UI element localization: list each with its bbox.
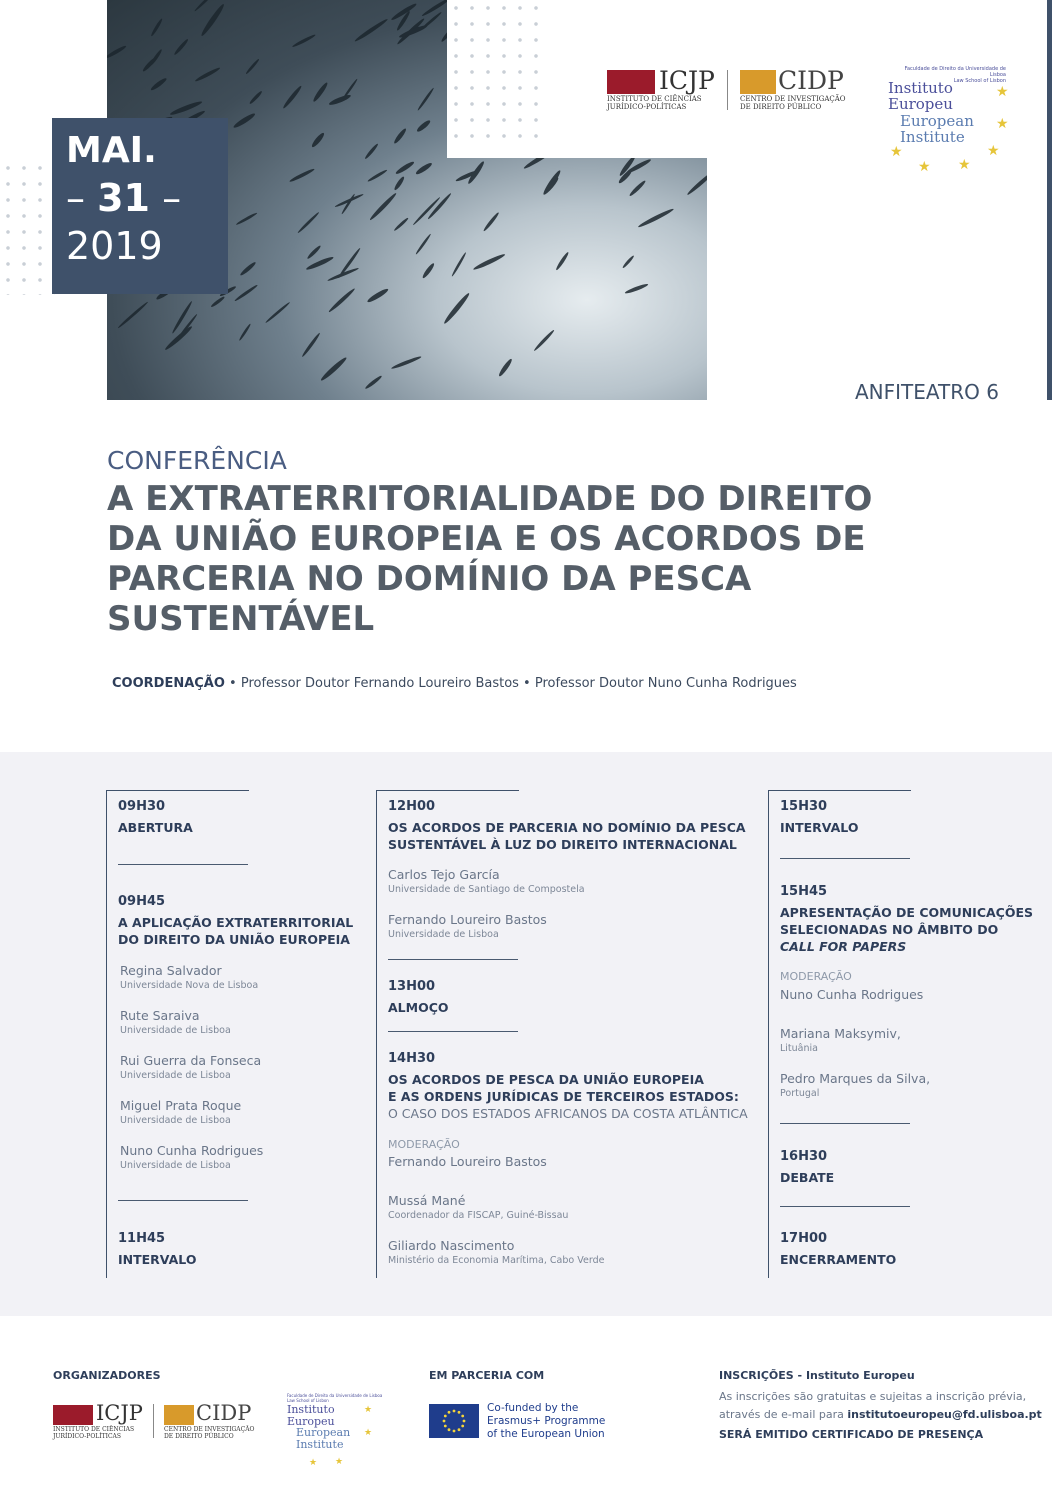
eu-flag-icon <box>429 1404 479 1438</box>
certificate-note: SERÁ EMITIDO CERTIFICADO DE PRESENÇA <box>719 1428 984 1441</box>
fish-shape <box>297 211 320 234</box>
fish-shape <box>150 77 168 92</box>
registration-label: INSCRIÇÕES <box>719 1369 794 1382</box>
session-time: 09H45 <box>118 894 166 909</box>
divider <box>780 1206 910 1207</box>
registration-email-prefix: através de e-mail para <box>719 1408 848 1421</box>
fish-shape <box>354 18 389 43</box>
divider <box>388 959 518 960</box>
fish-shape <box>238 323 251 341</box>
session-title: INTERVALO <box>780 820 859 835</box>
fish-shape <box>624 283 649 295</box>
fish-shape <box>319 356 348 382</box>
fish-shape <box>637 207 674 229</box>
speaker-name: Mariana Maksymiv, <box>780 1026 901 1041</box>
ie-name-pt <box>287 1404 335 1427</box>
speaker-name: Mussá Mané <box>388 1193 466 1208</box>
erasmus-line1: Co-funded by the <box>487 1402 579 1414</box>
fish-shape <box>306 245 321 260</box>
fish-shape <box>415 161 433 176</box>
fish-shape <box>210 295 225 308</box>
registration-heading <box>719 1369 915 1382</box>
speaker-affiliation: Universidade de Lisboa <box>120 1070 231 1081</box>
fish-shape <box>194 0 218 12</box>
ie-name-en <box>900 114 974 146</box>
ie-name3: European <box>296 1426 351 1439</box>
speaker-name: Carlos Tejo García <box>388 867 500 882</box>
fish-shape <box>472 252 506 271</box>
speaker-affiliation: Universidade de Lisboa <box>120 1160 231 1171</box>
eu-star <box>448 1428 451 1431</box>
session-title-line: OS ACORDOS DE PARCERIA NO DOMÍNIO DA PESCA <box>388 820 746 835</box>
eu-stars-ring <box>429 1404 479 1438</box>
fish-shape <box>542 176 560 196</box>
ie-name1: Instituto <box>888 79 953 97</box>
session-title-line: E AS ORDENS JURÍDICAS DE TERCEIROS ESTADOS: <box>388 1089 739 1104</box>
ie-top2: Law School of Lisbon <box>287 1398 329 1403</box>
star-icon: ★ <box>890 144 903 160</box>
speaker-affiliation: Universidade de Lisboa <box>388 929 499 940</box>
session-time: 14H30 <box>388 1051 436 1066</box>
cidp-acronym: CIDP <box>196 1401 252 1425</box>
column-top-rule <box>769 790 911 791</box>
fish-shape <box>245 58 260 75</box>
fish-shape <box>391 355 422 370</box>
fish-shape <box>393 127 408 144</box>
footer-cidp-logo <box>164 1403 251 1425</box>
fish-shape <box>328 93 352 106</box>
fish-shape <box>200 3 226 38</box>
footer-cidp-fullname <box>164 1426 254 1440</box>
star-icon: ★ <box>987 143 1000 159</box>
ie-name4: Institute <box>296 1437 344 1451</box>
eu-star <box>461 1415 464 1418</box>
eu-star <box>463 1420 466 1423</box>
fish-shape <box>265 301 291 323</box>
erasmus-line3: of the European Union <box>487 1428 605 1440</box>
ie-name2: Europeu <box>888 94 953 113</box>
session-title: ENCERRAMENTO <box>780 1252 897 1267</box>
speaker-affiliation: Portugal <box>780 1088 820 1099</box>
registration-info: As inscrições são gratuitas e sujeitas a inscrição prévia, <box>719 1390 1027 1403</box>
session-title: DEBATE <box>780 1170 835 1185</box>
star-icon: ★ <box>996 84 1009 100</box>
eu-star <box>448 1411 451 1414</box>
icjp-logo <box>607 68 715 94</box>
divider <box>118 864 248 865</box>
ie-top1: Faculdade de Direito da Universidade de Lisboa <box>287 1393 383 1398</box>
eu-star <box>453 1410 456 1413</box>
fish-shape <box>369 192 398 222</box>
star-icon: ★ <box>364 1428 373 1438</box>
footer-icjp-fullname <box>53 1426 134 1440</box>
program-band <box>0 752 1052 1316</box>
eu-star <box>461 1425 464 1428</box>
fish-shape <box>482 211 500 232</box>
fish-shape <box>416 119 432 133</box>
divider <box>780 858 910 859</box>
fish-shape <box>398 24 428 40</box>
venue-label: ANFITEATRO 6 <box>855 380 999 404</box>
fish-shape <box>417 87 435 111</box>
fish-shape <box>232 112 256 130</box>
session-title <box>780 904 1033 955</box>
ie-name3: European <box>900 112 974 130</box>
cidp-fullname <box>740 95 846 111</box>
program-column-1 <box>106 790 367 1278</box>
fish-shape <box>282 85 303 110</box>
title-line: PARCERIA NO DOMÍNIO DA PESCA <box>107 559 752 599</box>
star-icon: ★ <box>364 1405 373 1415</box>
ie-name1: Instituto <box>287 1403 335 1416</box>
moderator-name: Fernando Loureiro Bastos <box>388 1154 547 1169</box>
session-title-line: CALL FOR PAPERS <box>780 939 907 954</box>
cidp-line2: DE DIREITO PÚBLICO <box>164 1433 234 1440</box>
fish-shape <box>628 179 646 197</box>
star-icon: ★ <box>335 1457 344 1467</box>
fish-shape <box>239 261 257 277</box>
icjp-line2: JURÍDICO-POLÍTICAS <box>53 1433 122 1440</box>
speaker-affiliation: Universidade de Lisboa <box>120 1025 231 1036</box>
logo-separator <box>153 1404 154 1438</box>
ie-faculty-text <box>287 1393 382 1403</box>
date-day: – 31 – <box>66 176 182 220</box>
icjp-fullname <box>607 95 702 111</box>
fish-shape <box>364 375 382 391</box>
speaker-name: Rute Saraiva <box>120 1008 200 1023</box>
icjp-line1: INSTITUTO DE CIÊNCIAS <box>53 1426 135 1433</box>
icjp-red-block <box>607 70 655 94</box>
conference-label: CONFERÊNCIA <box>107 446 287 475</box>
star-icon: ★ <box>309 1458 318 1468</box>
session-time: 16H30 <box>780 1149 828 1164</box>
speaker-affiliation: Universidade de Santiago de Compostela <box>388 884 585 895</box>
dot-pattern-left <box>0 160 55 295</box>
registration-org: - Instituto Europeu <box>793 1369 915 1382</box>
session-title: ALMOÇO <box>388 1000 449 1015</box>
fish-shape <box>249 90 263 105</box>
session-time: 11H45 <box>118 1231 166 1246</box>
fish-shape <box>289 167 315 183</box>
fish-shape <box>622 255 635 269</box>
cidp-line1: CENTRO DE INVESTIGAÇÃO <box>164 1426 255 1433</box>
ie-name-en <box>296 1427 350 1450</box>
fish-shape <box>415 233 432 255</box>
coordination-label: COORDENAÇÃO <box>112 676 225 691</box>
logo-separator <box>727 70 728 110</box>
ie-name2: Europeu <box>287 1414 335 1428</box>
moderator-name: Nuno Cunha Rodrigues <box>780 987 924 1002</box>
session-time: 09H30 <box>118 799 166 814</box>
registration-email-link[interactable]: institutoeuropeu@fd.ulisboa.pt <box>847 1408 1042 1421</box>
fish-shape <box>173 38 189 56</box>
session-time: 17H00 <box>780 1231 828 1246</box>
speaker-name: Miguel Prata Roque <box>120 1098 242 1113</box>
main-title <box>107 479 907 639</box>
fish-shape <box>555 251 570 271</box>
icjp-line2: JURÍDICO-POLÍTICAS <box>607 103 687 111</box>
speaker-affiliation: Universidade de Lisboa <box>120 1115 231 1126</box>
dot-pattern-top <box>448 0 544 150</box>
date-month: MAI. <box>66 130 157 171</box>
session-time: 15H45 <box>780 884 828 899</box>
fish-shape <box>686 169 707 196</box>
title-line: SUSTENTÁVEL <box>107 599 375 639</box>
instituto-europeu-logo <box>888 66 1018 176</box>
fish-shape <box>292 33 317 48</box>
right-accent-bar <box>1047 0 1052 400</box>
date-day-number: 31 <box>97 176 150 220</box>
session-time: 15H30 <box>780 799 828 814</box>
fish-shape <box>451 252 467 277</box>
title-line: A EXTRATERRITORIALIDADE DO DIREITO <box>107 479 873 519</box>
coordination-text: • Professor Doutor Fernando Loureiro Bastos • Professor Doutor Nuno Cunha Rodrigues <box>224 676 797 691</box>
column-top-rule <box>107 790 249 791</box>
fish-shape <box>337 247 361 279</box>
date-year: 2019 <box>66 224 163 268</box>
title-line: DA UNIÃO EUROPEIA E OS ACORDOS DE <box>107 519 866 559</box>
ie-top2: Law School of Lisbon <box>953 78 1006 84</box>
session-title-line: OS ACORDOS DE PESCA DA UNIÃO EUROPEIA <box>388 1072 704 1087</box>
ie-top1: Faculdade de Direito da Universidade de Lisboa <box>904 66 1006 78</box>
fish-shape <box>310 131 325 148</box>
footer-instituto-europeu-logo <box>287 1393 387 1473</box>
fish-shape <box>194 66 221 82</box>
session-title-line: SELECIONADAS NO ÂMBITO DO <box>780 922 999 937</box>
speaker-name: Rui Guerra da Fonseca <box>120 1053 262 1068</box>
eu-star <box>458 1411 461 1414</box>
speaker-name: Fernando Loureiro Bastos <box>388 912 547 927</box>
session-subtitle: O CASO DOS ESTADOS AFRICANOS DA COSTA ATLÂNTICA <box>388 1106 748 1121</box>
fish-shape <box>312 81 329 103</box>
fish-shape <box>533 329 555 352</box>
moderation-label: MODERAÇÃO <box>780 970 852 983</box>
fish-shape <box>421 262 435 279</box>
star-icon: ★ <box>918 159 931 175</box>
ie-name4: Institute <box>900 127 965 146</box>
partnership-label: EM PARCERIA COM <box>429 1369 545 1382</box>
program-column-3 <box>768 790 1039 1278</box>
fish-shape <box>150 18 163 37</box>
icjp-acronym: ICJP <box>96 1401 143 1425</box>
organizers-label: ORGANIZADORES <box>53 1369 161 1382</box>
fish-shape <box>467 160 486 185</box>
eu-star <box>453 1430 456 1433</box>
fish-shape <box>393 176 405 192</box>
icjp-acronym: ICJP <box>659 66 715 95</box>
eu-star <box>443 1420 446 1423</box>
date-box <box>52 118 228 294</box>
icjp-line1: INSTITUTO DE CIÊNCIAS <box>607 95 702 103</box>
erasmus-text <box>487 1402 605 1441</box>
ie-name-pt <box>888 81 953 113</box>
speaker-name: Giliardo Nascimento <box>388 1238 515 1253</box>
cidp-gold-block <box>164 1405 194 1425</box>
fish-shape <box>301 332 321 358</box>
fish-shape <box>176 313 198 340</box>
fish-shape <box>235 212 257 226</box>
fish-shape <box>117 301 149 329</box>
fish-shape <box>142 57 157 73</box>
speaker-name: Regina Salvador <box>120 963 222 978</box>
session-title: INTERVALO <box>118 1252 197 1267</box>
divider <box>388 1031 518 1032</box>
session-title: ABERTURA <box>118 820 193 835</box>
fish-shape <box>395 160 416 175</box>
erasmus-line2: Erasmus+ Programme <box>487 1415 606 1427</box>
session-title <box>118 914 353 948</box>
eu-star <box>444 1415 447 1418</box>
speaker-name: Nuno Cunha Rodrigues <box>120 1143 264 1158</box>
star-icon: ★ <box>996 116 1009 132</box>
fish-shape <box>442 292 471 326</box>
cidp-acronym: CIDP <box>778 66 844 95</box>
fish-shape <box>367 169 388 183</box>
cidp-line1: CENTRO DE INVESTIGAÇÃO <box>740 95 846 103</box>
cidp-gold-block <box>740 70 776 94</box>
eu-star <box>444 1425 447 1428</box>
fish-shape <box>334 193 364 208</box>
divider <box>118 1200 248 1201</box>
fish-shape <box>327 267 359 282</box>
moderation-label: MODERAÇÃO <box>388 1138 460 1151</box>
coordination-line <box>112 676 797 691</box>
icjp-red-block <box>53 1405 93 1425</box>
cidp-logo <box>740 68 844 94</box>
fish-shape <box>497 358 513 378</box>
fish-shape <box>393 217 409 232</box>
cidp-line2: DE DIREITO PÚBLICO <box>740 103 822 111</box>
fish-shape <box>328 287 356 313</box>
session-time: 12H00 <box>388 799 436 814</box>
program-column-2 <box>376 790 757 1278</box>
star-icon: ★ <box>958 157 971 173</box>
session-title <box>388 1071 739 1105</box>
session-title-line: DO DIREITO DA UNIÃO EUROPEIA <box>118 932 350 947</box>
registration-email-line <box>719 1408 1042 1421</box>
session-title-line: A APLICAÇÃO EXTRATERRITORIAL <box>118 915 354 930</box>
footer-icjp-logo <box>53 1403 143 1425</box>
speaker-affiliation: Ministério da Economia Marítima, Cabo Verde <box>388 1255 605 1266</box>
speaker-name: Pedro Marques da Silva, <box>780 1071 931 1086</box>
fish-shape <box>107 44 127 59</box>
session-title-line: APRESENTAÇÃO DE COMUNICAÇÕES <box>780 905 1034 920</box>
speaker-affiliation: Lituânia <box>780 1043 818 1054</box>
column-top-rule <box>377 790 519 791</box>
divider <box>780 1123 910 1124</box>
session-title <box>388 819 746 853</box>
speaker-affiliation: Coordenador da FISCAP, Guiné-Bissau <box>388 1210 569 1221</box>
session-time: 13H00 <box>388 979 436 994</box>
eu-star <box>458 1428 461 1431</box>
session-title-line: SUSTENTÁVEL À LUZ DO DIREITO INTERNACIONAL <box>388 837 737 852</box>
fish-shape <box>366 287 389 304</box>
speaker-affiliation: Universidade Nova de Lisboa <box>120 980 259 991</box>
fish-shape <box>234 284 259 302</box>
fish-shape <box>364 143 379 160</box>
